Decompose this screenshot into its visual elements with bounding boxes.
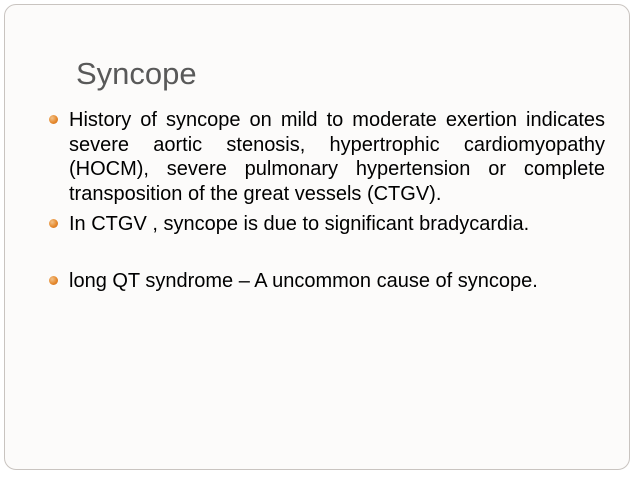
bullet-dot-icon [49, 276, 58, 285]
bullet-dot-icon [49, 115, 58, 124]
slide-frame [4, 4, 630, 470]
bullet-text: long QT syndrome – A uncommon cause of syncope. [69, 269, 538, 292]
bullet-text: In CTGV , syncope is due to significant bradycardia. [69, 213, 530, 235]
bullet-text: History of syncope on mild to moderate exertion indicates severe aortic stenosis, hypertrophic cardiomyopathy (HOCM), severe pulmonary hypertension or complete transposition of the great vessels (CTGV). [69, 109, 605, 205]
bullet-item-exertion [45, 108, 605, 206]
bullet-item-long-qt [45, 269, 605, 294]
bullet-item-ctgv [45, 212, 605, 237]
bullet-list [45, 108, 605, 293]
slide-title: Syncope [76, 56, 197, 91]
bullet-dot-icon [49, 219, 58, 228]
